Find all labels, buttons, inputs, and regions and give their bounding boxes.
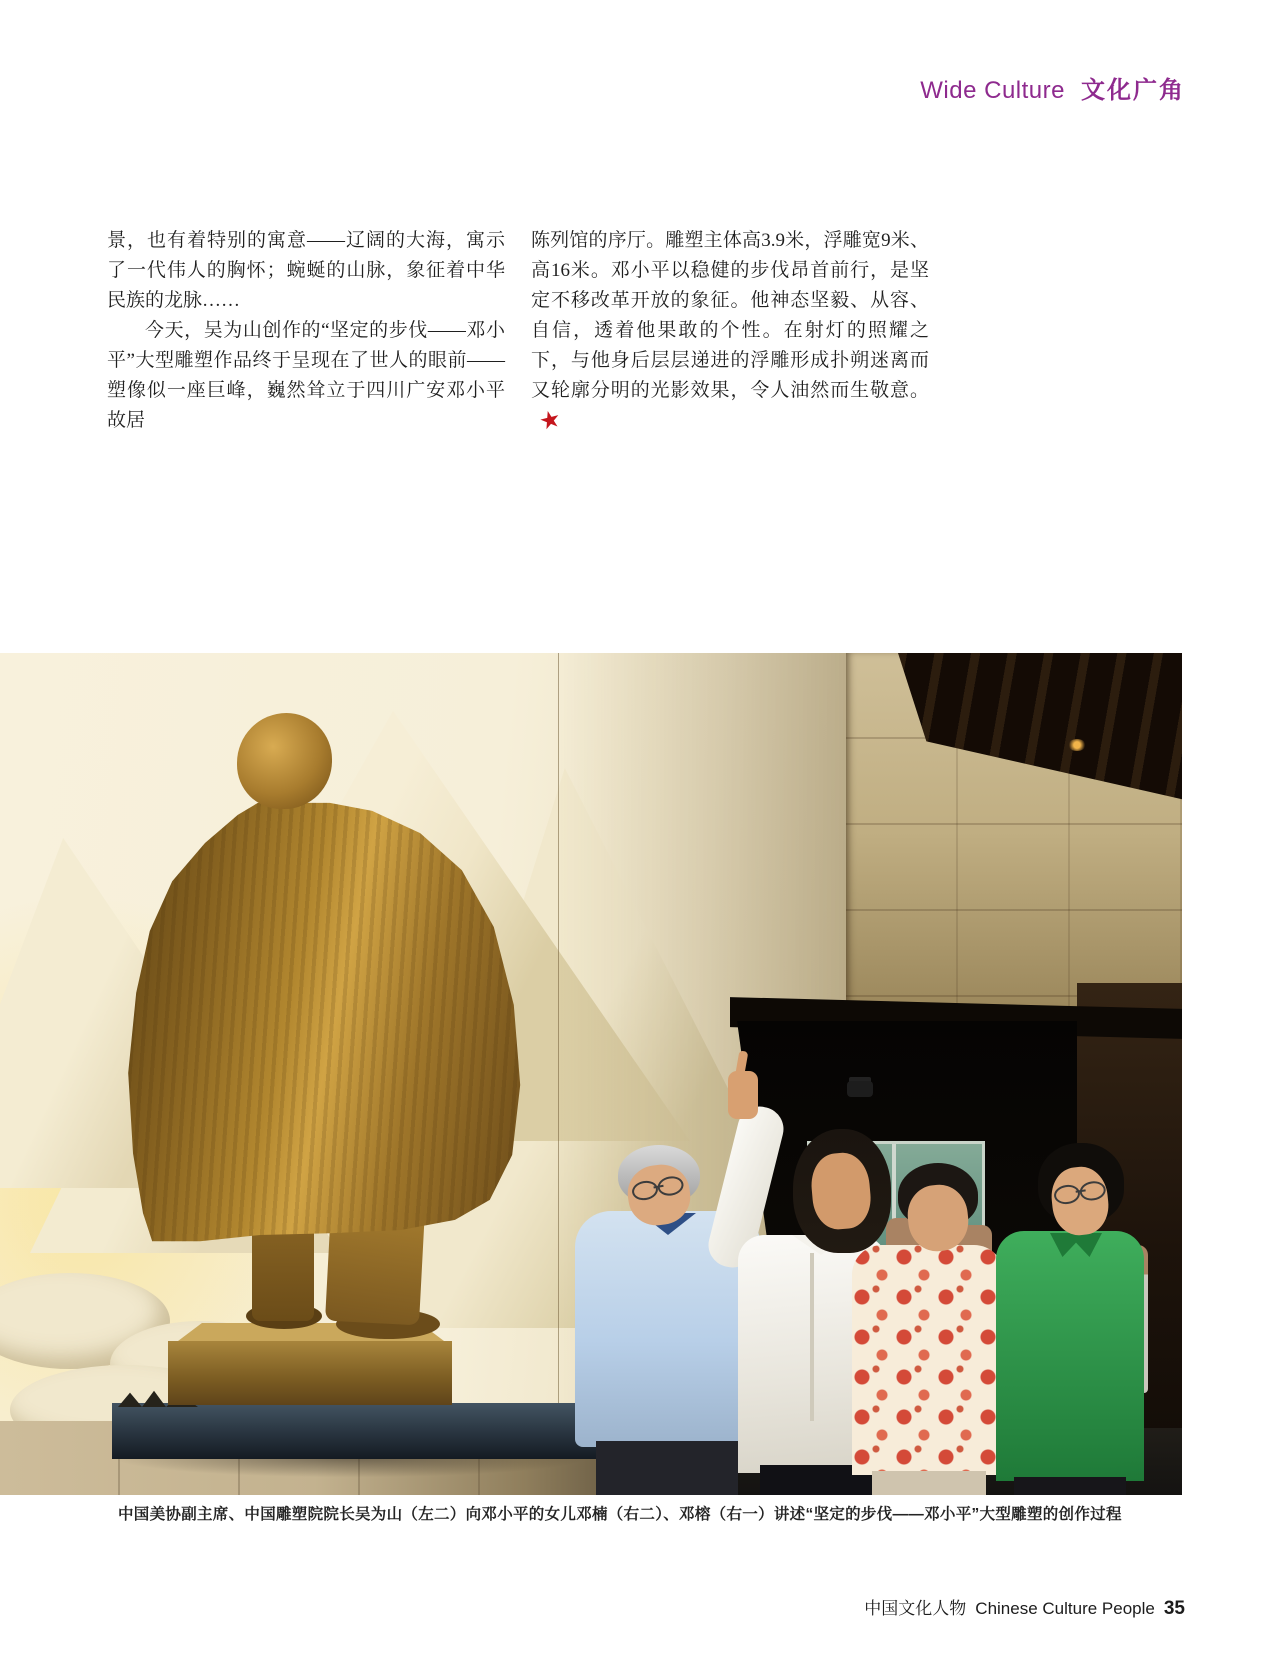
ceiling-spotlight [1068, 739, 1086, 751]
page-number: 35 [1163, 1598, 1185, 1619]
visitor-floral-pants [872, 1471, 986, 1495]
paragraph: 景，也有着特别的寓意——辽阔的大海，寓示了一代伟人的胸怀；蜿蜒的山脉，象征着中华民族的龙脉…… [107, 230, 505, 311]
footer-magazine-name-english: Chinese Culture People [975, 1599, 1155, 1618]
footer-magazine-name-chinese: 中国文化人物 [864, 1599, 967, 1618]
visitor-green-pants [1014, 1477, 1126, 1495]
deng-xiaoping-statue-head [237, 713, 332, 809]
security-camera [847, 1081, 873, 1097]
page-footer [864, 1594, 1185, 1620]
paragraph: 今天，吴为山创作的“坚定的步伐——邓小平”大型雕塑作品终于呈现在了世人的眼前——塑像似一座巨峰，巍然耸立于四川广安邓小平故居 [107, 320, 505, 431]
visitor-blue-pants [596, 1441, 738, 1495]
article-column-right [531, 226, 929, 436]
end-of-article-star-icon: ★ [536, 405, 564, 437]
section-header [920, 70, 1185, 105]
bronze-plinth [168, 1341, 452, 1405]
paragraph [531, 226, 929, 436]
visitor-floral-blouse [852, 1245, 1004, 1475]
visitor-green-polo-shirt [996, 1231, 1144, 1481]
sculptor-shirt-placket [810, 1253, 814, 1421]
sculpture-photograph [0, 653, 1182, 1495]
sculptor-hand [728, 1071, 758, 1119]
section-title-english: Wide Culture [920, 77, 1065, 104]
article-column-left [107, 226, 505, 436]
section-title-chinese: 文化广角 [1081, 77, 1185, 104]
photo-caption: 中国美协副主席、中国雕塑院院长吴为山（左二）向邓小平的女儿邓楠（右二）、邓榕（右一）讲述“坚定的步伐——邓小平”大型雕塑的创作过程 [118, 1506, 1122, 1523]
statue-dark-base [112, 1403, 598, 1459]
paragraph-text: 陈列馆的序厅。雕塑主体高3.9米，浮雕宽9米、高16米。邓小平以稳健的步伐昂首前行，是坚定不移改革开放的象征。他神态坚毅、从容、自信，透着他果敢的个性。在射灯的照耀之下，与他身后层层递进的浮雕形成扑朔迷离而又轮廓分明的光影效果，令人油然而生敬意。 [531, 230, 929, 401]
